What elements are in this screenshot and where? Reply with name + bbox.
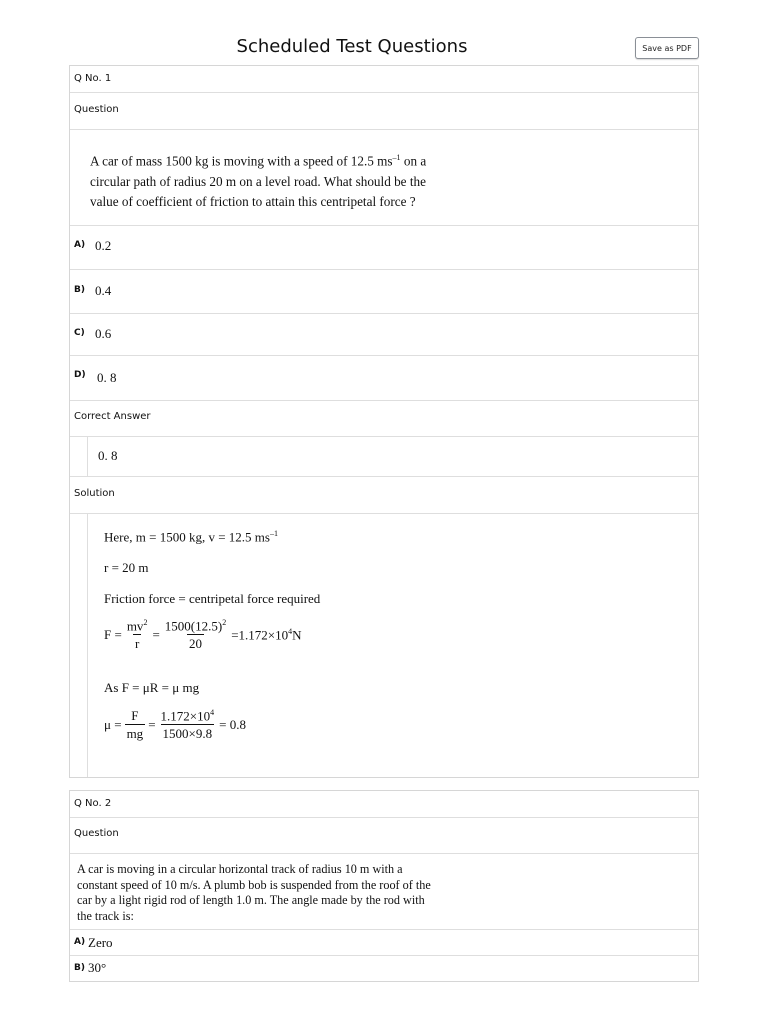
correct-answer-label-row (70, 401, 698, 437)
option-letter: A) (74, 240, 86, 250)
option-letter: C) (74, 328, 85, 338)
question-label: Question (74, 104, 119, 115)
option-letter: B) (74, 963, 85, 973)
option-a[interactable] (70, 226, 698, 270)
option-letter: B) (74, 285, 85, 295)
option-letter: A) (74, 937, 86, 947)
option-a[interactable] (70, 930, 698, 956)
solution-line: Friction force = centripetal force required (104, 591, 321, 606)
correct-answer-value: 0. 8 (98, 448, 118, 463)
question-number-row (70, 791, 698, 818)
divider (87, 437, 88, 476)
question-text: A car of mass 1500 kg is moving with a speed of 12.5 $ms^{-1}$ on a circular path of radius 20 m on a level road. What should be the value of coefficient of friction to attain this centripetal force ? (90, 153, 427, 210)
option-b[interactable] (70, 956, 698, 981)
option-letter: D) (74, 370, 86, 380)
question-card-2 (69, 790, 699, 982)
solution-equation-2: μ = $\frac{F}{mg}$ = $\frac{1.172\times 10^4}{1500\times 9.8}$ = 0.8 (104, 708, 246, 742)
solution-line: r = 20 m (104, 560, 149, 575)
solution-line: Here, m = 1500 kg, v = 12.5 $ms^{-1}$ (104, 529, 278, 545)
question-number: Q No. 1 (74, 73, 112, 84)
solution-line: As F = μR = μ mg (104, 680, 200, 695)
solution-label: Solution (74, 488, 115, 499)
option-value: 30° (88, 960, 107, 975)
solution-body (70, 514, 698, 777)
question-card-1 (69, 65, 699, 778)
option-value: Zero (88, 935, 113, 950)
correct-answer-label: Correct Answer (74, 411, 151, 422)
option-value: 0.4 (95, 283, 112, 298)
question-text-row (70, 130, 698, 226)
option-value: 0.2 (95, 238, 112, 253)
option-value: 0.6 (95, 326, 112, 341)
divider (87, 514, 88, 777)
solution-label-row (70, 477, 698, 514)
question-label-row (70, 93, 698, 130)
solution-equation-1: F = $\frac{mv^2}{r}$ = $\frac{1500(12.5)^2}{20}$ $=1.172\times 10^4N$ (104, 618, 302, 652)
question-label: Question (74, 828, 119, 839)
option-d[interactable] (70, 356, 698, 401)
save-as-pdf-button[interactable]: Save as PDF (635, 37, 699, 59)
question-text-row (70, 854, 698, 930)
question-number-row (70, 66, 698, 93)
question-label-row (70, 818, 698, 854)
option-value: 0. 8 (97, 370, 117, 385)
correct-answer-row (70, 437, 698, 477)
question-number: Q No. 2 (74, 798, 112, 809)
option-c[interactable] (70, 314, 698, 356)
question-text: A car is moving in a circular horizontal track of radius 10 m with a constant speed of 10 m/s. A plumb bob is suspended from the roof of the car by a light rigid rod of length 1.0 m. The angle made by the rod with the track is: (77, 862, 431, 923)
page-title: Scheduled Test Questions (236, 36, 468, 57)
option-b[interactable] (70, 270, 698, 314)
